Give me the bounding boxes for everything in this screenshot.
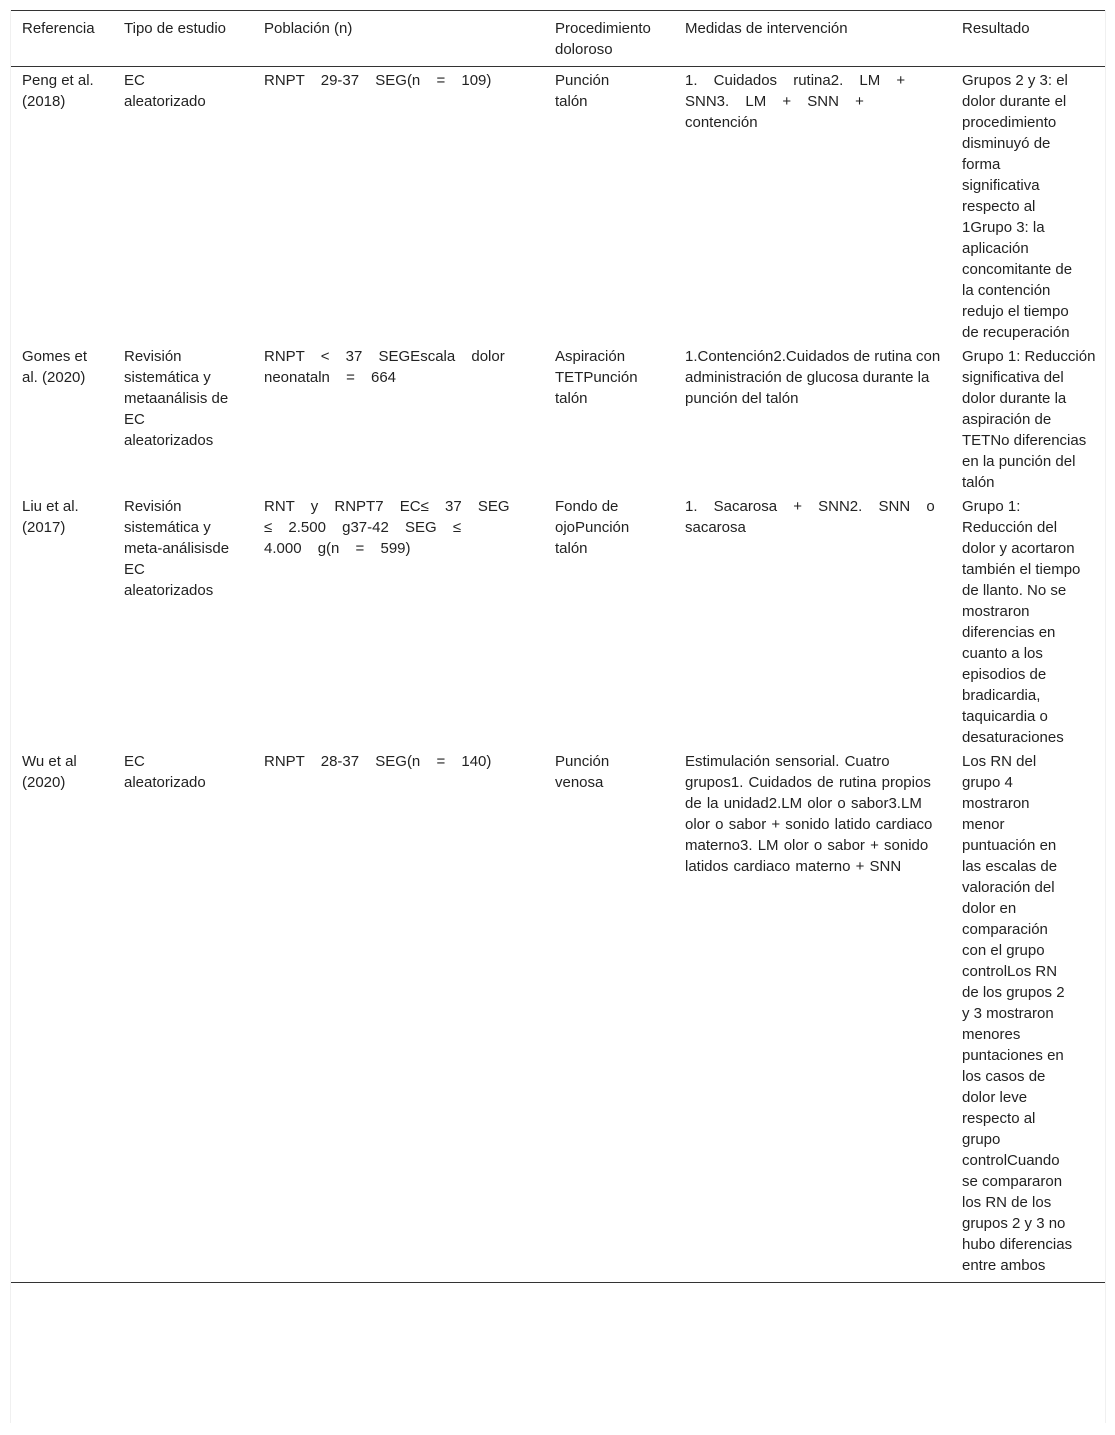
cell-referencia: Peng et al. (2018) <box>22 72 94 110</box>
cell-procedimiento: Aspiración TETPunción talón <box>555 348 638 407</box>
cell-medidas: Estimulación sensorial. Cuatro grupos1. Cuidados de rutina propios de la unidad2.LM olor o sabor3.LM olor o sabor + sonido latido cardiaco materno3. LM olor o sabor + sonido latidos cardiaco materno + SNN <box>674 748 951 1283</box>
cell-referencia: Gomes et al. (2020) <box>22 348 88 386</box>
cell-medidas: 1. Cuidados rutina2. LM + SNN3. LM + SNN + contención <box>685 72 906 131</box>
cell-poblacion: RNPT 29-37 SEG(n = 109) <box>264 72 492 89</box>
table-container <box>10 10 1106 1423</box>
header-medidas-de-intervencion: Medidas de intervención <box>674 11 951 67</box>
cell-tipo-de-estudio: EC aleatorizado <box>113 748 253 1283</box>
header-referencia: Referencia <box>11 11 113 67</box>
cell-tipo-de-estudio: Revisión sistemática y meta-análisisde EC aleatorizados <box>124 498 230 599</box>
cell-procedimiento: Fondo de ojoPunción talón <box>555 498 630 557</box>
cell-tipo-de-estudio: EC aleatorizado <box>124 72 206 110</box>
cell-resultado: Grupo 1: Reducción significativa del dolor durante la aspiración de TETNo diferencias en la punción del talón <box>962 348 1096 491</box>
header-resultado: Resultado <box>951 11 1105 67</box>
cell-referencia: Liu et al. (2017) <box>22 498 79 536</box>
cell-procedimiento: Punción venosa <box>544 748 674 1283</box>
cell-medidas: 1.Contención2.Cuidados de rutina con administración de glucosa durante la punción del talón <box>685 348 941 407</box>
studies-table <box>11 10 1105 1283</box>
header-tipo-de-estudio: Tipo de estudio <box>113 11 253 67</box>
header-procedimiento-doloroso: Procedimiento doloroso <box>544 11 674 67</box>
table-header-row <box>11 11 1105 67</box>
cell-referencia: Wu et al (2020) <box>11 748 113 1283</box>
table-row <box>11 67 1105 344</box>
cell-poblacion: RNPT < 37 SEGEscala dolor neonataln = 664 <box>264 348 505 386</box>
cell-medidas: 1. Sacarosa + SNN2. SNN o sacarosa <box>685 498 935 536</box>
table-row <box>11 493 1105 748</box>
cell-resultado: Los RN del grupo 4 mostraron menor puntuación en las escalas de valoración del dolor en comparación con el grupo controlLos RN de los grupos 2 y 3 mostraron menores puntaciones en los casos de dolor leve respecto al grupo controlCuando se compararon los RN de los grupos 2 y 3 no hubo diferencias entre ambos <box>951 748 1105 1283</box>
table-row <box>11 343 1105 493</box>
cell-tipo-de-estudio: Revisión sistemática y metaanálisis de EC aleatorizados <box>124 348 229 449</box>
table-row <box>11 748 1105 1283</box>
cell-resultado: Grupo 1: Reducción del dolor y acortaron también el tiempo de llanto. No se mostraron diferencias en cuanto a los episodios de bradicardia, taquicardia o desaturaciones <box>962 498 1081 746</box>
cell-resultado: Grupos 2 y 3: el dolor durante el procedimiento disminuyó de forma significativa respecto al 1Grupo 3: la aplicación concomitante de la contención redujo el tiempo de recuperación <box>962 72 1073 341</box>
cell-procedimiento: Punción talón <box>555 72 610 110</box>
header-poblacion: Población (n) <box>253 11 544 67</box>
cell-poblacion: RNPT 28-37 SEG(n = 140) <box>253 748 544 1283</box>
cell-poblacion: RNT y RNPT7 EC≤ 37 SEG ≤ 2.500 g37-42 SEG ≤ 4.000 g(n = 599) <box>264 498 510 557</box>
